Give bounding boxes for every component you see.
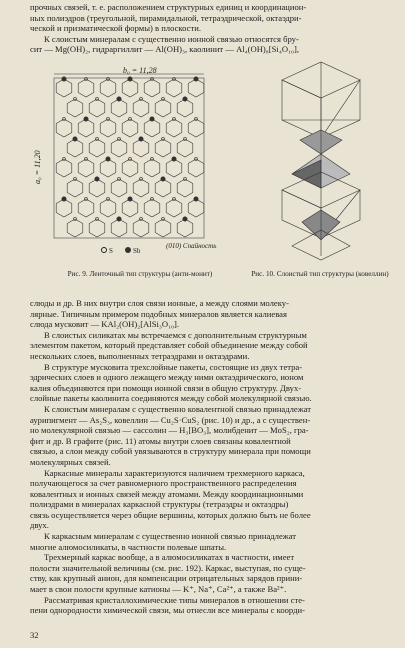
page-number: 32 [30,630,39,640]
antimony-legend-icon [125,247,131,253]
text-line: Рассматривая кристаллохимические типы минералов в отношении сте- [44,594,305,605]
text-line: мает в свои полости крупные катионы — K⁺, Na⁺, Ca²⁺, а также Ba²⁺. [30,584,287,595]
text-line: К каркасным минералам с существенно ионной связью принадлежат [44,531,297,542]
lattice-ring [100,199,116,217]
lattice-ring [155,179,171,197]
atom-dot [194,77,198,81]
text-line: аурипигмент — As₂S₃, ковеллин — Cu₂S·CuS₂ (рис. 10) и др., а с существен- [30,414,311,425]
lattice-ring [100,159,116,177]
lattice-ring [89,99,105,117]
lattice-ring [89,219,105,237]
atom-dot [62,77,66,81]
lattice-ring [100,119,116,137]
lattice-ring [67,219,83,237]
text-line: полиэдрами в минералах каркасной структуры (тетраэдры и октаэдры) [30,499,289,510]
text-line: сит — Mg(OH)₂, гидраргиллит — Al(OH)₃, каолинит — Al₄(OH)₈[Si₄O₁₀], [30,44,300,55]
lattice-ring [144,79,160,97]
sulfur-legend-icon [102,248,107,253]
atom-dot [117,97,121,101]
fig9-cleavage-label: (010) Спайность [166,242,217,250]
atom-dot [117,217,121,221]
lattice-ring [111,219,127,237]
fig9-top-label: b₀ = 11,28 [123,66,157,75]
lattice-ring [155,219,171,237]
atom-dot [183,217,187,221]
atom-dot [62,197,66,201]
text-line: Каркасные минералы характеризуются наличием трехмерного каркаса, [44,467,305,478]
lattice-ring [177,99,193,117]
lattice-ring [78,159,94,177]
lattice-ring [166,159,182,177]
lattice-ring [188,199,204,217]
lattice-ring [56,79,72,97]
lattice-ring [188,159,204,177]
lattice-ring [144,119,160,137]
text-line: молекулярных связей. [30,456,111,467]
lattice-ring [155,99,171,117]
text-line: ных полиэдров (треугольной, пирамидальной, тетраэдрической, октаэдри- [30,12,302,23]
figure-9-caption: Рис. 9. Ленточный тип структуры (анти-монит) [67,270,213,278]
text-line: слойные пакеты каолинита соединяются между собой молекулярной связью. [30,393,312,404]
lattice-ring [78,79,94,97]
lattice-ring [133,179,149,197]
text-line: К слоистым минералам с существенно ковалентной связью принадлежат [44,403,312,414]
atom-dot [194,197,198,201]
fig9-side-label: a₀ = 11,20 [33,150,42,184]
atom-dot [73,137,77,141]
lattice-ring [89,139,105,157]
lattice-ring [111,179,127,197]
lattice-ring [122,79,138,97]
lattice-ring [78,199,94,217]
text-line: слюды и др. В них внутри слоя связи ионные, а между слоями молеку- [30,298,289,308]
lattice-ring [56,159,72,177]
text-line: двух. [30,520,49,531]
text-line: В структуре мусковита трехслойные пакеты, состоящие из двух тетра- [44,361,303,372]
text-line: получающегося за счет равномерного пространственного распределения [30,478,297,489]
text-line: слюда мусковит — KAl₂(OH)₂[AlSi₃O₁₀]. [30,319,180,330]
text-line: ству, как крупный анион, для компенсации отрицательных зарядов прини- [30,573,303,584]
lattice-ring [78,119,94,137]
atom-dot [106,157,110,161]
lattice-ring [67,139,83,157]
text-line: полости значительной величины (см. рис. 192). Каркас, выступая, по суще- [30,562,306,573]
text-line: В слоистых силикатах мы встречаемся с дополнительным структурным [44,329,307,340]
lattice-ring [177,139,193,157]
lattice-ring [133,139,149,157]
atom-dot [172,157,176,161]
lattice-ring [188,119,204,137]
lattice-ring [133,99,149,117]
figure-10-caption: Рис. 10. Слоистый тип структуры (ковеллин) [251,270,389,278]
atom-dot [95,177,99,181]
figure-10-covellite-structure [252,50,390,268]
text-line: связью, а слои между собой увязываются в структуру минерала при помощи [30,446,311,457]
text-line: многие алюмосиликаты, в частности полевые шпаты. [30,541,227,552]
text-line: нескольких слоев, выполненных тетраэдрами и октаэдрами. [30,350,250,361]
atom-dot [150,117,154,121]
legend-sb: Sb [133,247,141,255]
lattice-ring [111,99,127,117]
text-line: Трехмерный каркас вообще, а в алюмосиликатах в частности, имеет [44,552,295,563]
lattice-ring [122,119,138,137]
text-line: но молекулярной связью — сассолин — H₃[BO₃], молибденит — MoS₂, гра- [30,425,309,436]
lattice-ring [144,159,160,177]
lattice-ring [155,139,171,157]
lattice-ring [188,79,204,97]
lattice-ring [166,199,182,217]
lattice-ring [166,119,182,137]
text-line: лярные. Типичным примером подобных минералов является калиевая [30,308,287,319]
legend-s: S [109,247,113,255]
atom-dot [139,137,143,141]
text-line: пени однородности химической связи, мы отнесли все минералы с коорди- [30,605,305,616]
lattice-ring [100,79,116,97]
lattice-ring [177,219,193,237]
atom-dot [84,117,88,121]
text-line: К слоистым минералам с существенно ионной связью относятся бру- [44,33,299,44]
text-line: ковалентных и ионных связей между атомами. Между координационными [30,488,304,499]
lattice-ring [89,179,105,197]
lattice-ring [144,199,160,217]
atom-dot [183,97,187,101]
text-line: связь осуществляется через общие вершины, которых должно быть не более [30,509,311,520]
text-line: эдрических слоев и одного лежащего между ними октаэдрического, ионом [30,372,304,383]
lattice-ring [122,199,138,217]
text-line: фит и др. В графите (рис. 11) атомы внутри слоев связаны ковалентной [30,435,291,446]
text-line: калия объединяются при помощи ионной связи в общую структуру. Двух- [30,382,302,393]
lattice-ring [122,159,138,177]
body-text [30,298,380,616]
lattice-ring [67,99,83,117]
atom-dot [128,77,132,81]
layered-polyhedra [282,62,360,260]
lattice-ring [177,179,193,197]
atom-dot [128,197,132,201]
text-line: прочных связей, т. е. расположением структурных единиц и координацион- [30,2,307,12]
atom-dot [161,177,165,181]
text-line: элементом пакетом, который представляет собой объединение между собой [30,340,308,351]
lattice-ring [133,219,149,237]
figure-9-antimonite-structure [28,64,246,270]
lattice-ring [56,119,72,137]
text-line: ческой и призматической формы) в плоскости. [30,23,201,34]
lattice-ring [67,179,83,197]
top-text [30,2,380,55]
lattice-ring [111,139,127,157]
lattice-ring [56,199,72,217]
lattice-ring [166,79,182,97]
